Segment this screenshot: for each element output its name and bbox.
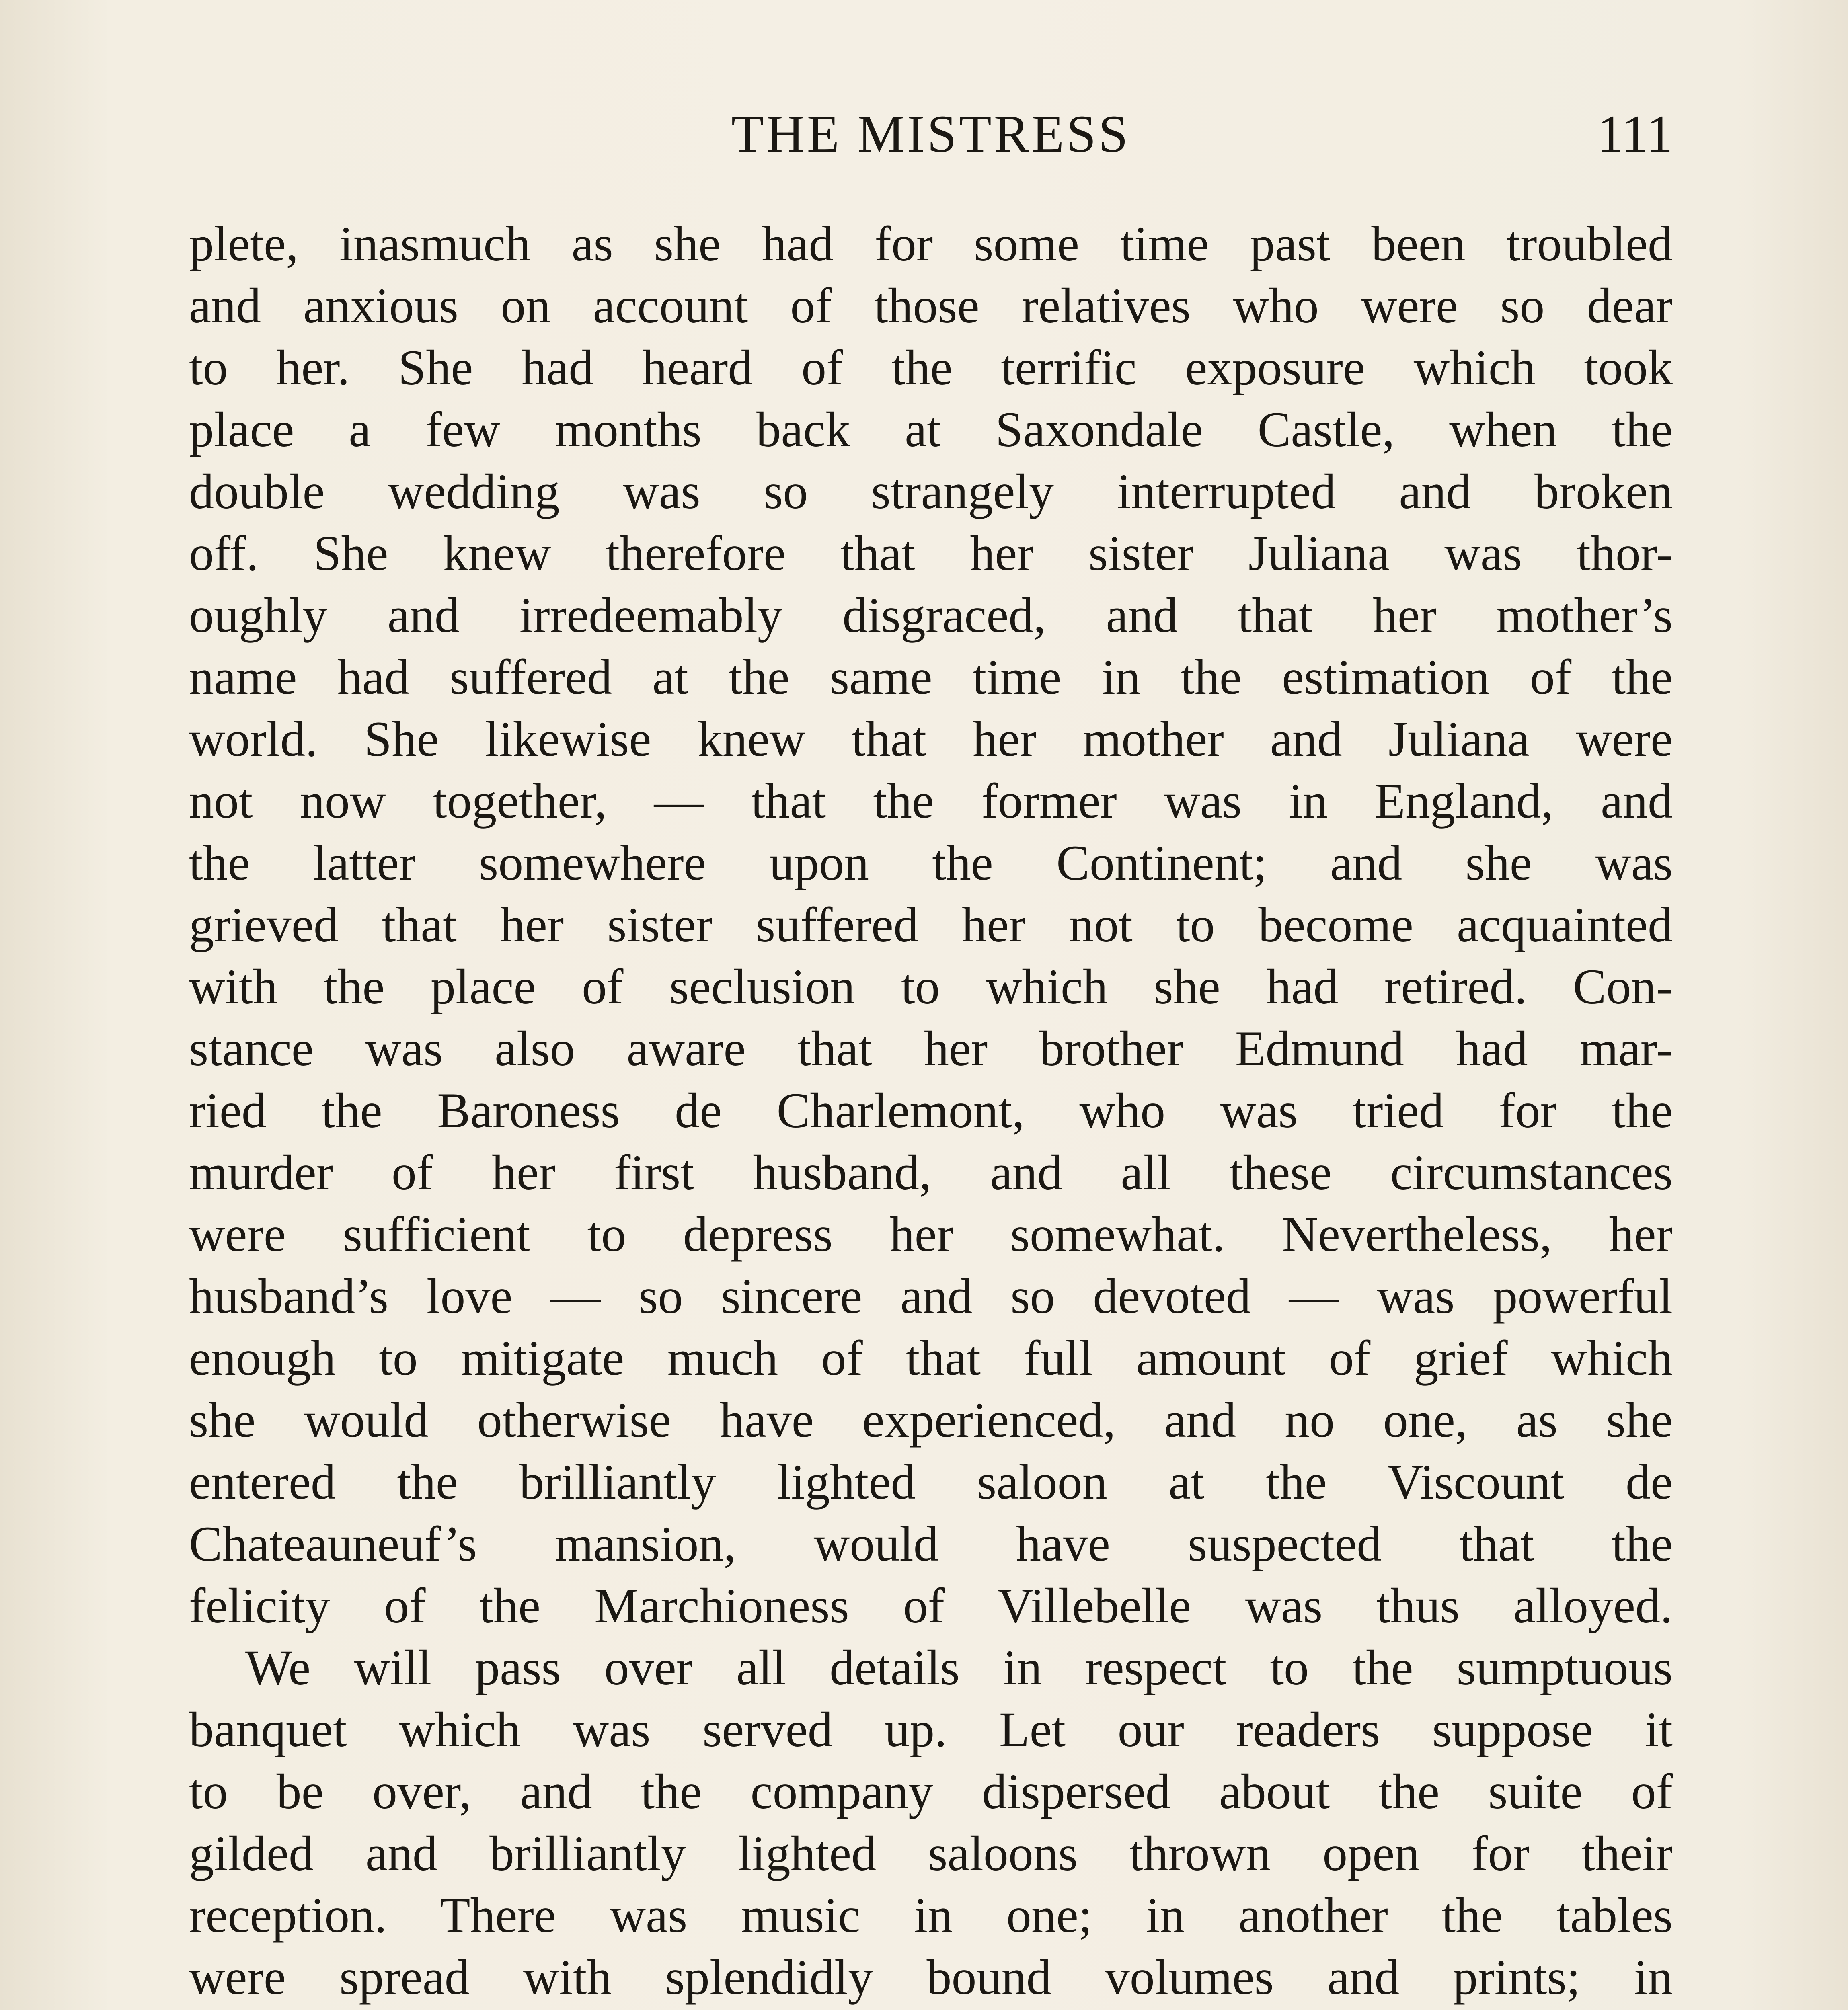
text-line: to be over, and the company dispersed about the suite of (189, 1764, 1673, 1819)
text-line: off. She knew therefore that her sister Juliana was thor- (189, 526, 1673, 581)
body-text (189, 213, 1673, 2010)
text-line: she would otherwise have experienced, and no one, as she (189, 1393, 1673, 1448)
text-line: enough to mitigate much of that full amount of grief which (189, 1331, 1673, 1386)
page-number: 111 (1597, 104, 1673, 163)
text-line: husband’s love — so sincere and so devoted — was powerful (189, 1269, 1673, 1324)
text-line: the latter somewhere upon the Continent; and she was (189, 835, 1673, 890)
text-line: Chateauneuf’s mansion, would have suspected that the (189, 1516, 1673, 1571)
text-line: reception. There was music in one; in another the tables (189, 1888, 1673, 1943)
running-header (189, 104, 1673, 164)
text-line: plete, inasmuch as she had for some time past been troubled (189, 216, 1673, 271)
text-line: double wedding was so strangely interrupted and broken (189, 464, 1673, 519)
text-line: were spread with splendidly bound volumes and prints; in (189, 1950, 1673, 2005)
text-line: oughly and irredeemably disgraced, and that her mother’s (189, 588, 1673, 643)
text-line: were sufficient to depress her somewhat. Nevertheless, her (189, 1207, 1673, 1262)
text-line: with the place of seclusion to which she had retired. Con- (189, 959, 1673, 1014)
text-line: stance was also aware that her brother Edmund had mar- (189, 1021, 1673, 1076)
text-line: not now together, — that the former was in England, and (189, 773, 1673, 829)
text-line: gilded and brilliantly lighted saloons thrown open for their (189, 1826, 1673, 1881)
text-line: world. She likewise knew that her mother and Juliana were (189, 712, 1673, 767)
running-title: THE MISTRESS (731, 104, 1131, 163)
text-line: banquet which was served up. Let our readers suppose it (189, 1702, 1673, 1757)
text-line: to her. She had heard of the terrific exposure which took (189, 340, 1673, 395)
text-line: and anxious on account of those relatives who were so dear (189, 278, 1673, 333)
text-line: grieved that her sister suffered her not to become acquainted (189, 897, 1673, 952)
text-line: place a few months back at Saxondale Castle, when the (189, 402, 1673, 457)
text-line: murder of her first husband, and all these circumstances (189, 1145, 1673, 1200)
text-line: felicity of the Marchioness of Villebelle was thus alloyed. (189, 1578, 1673, 1633)
text-line: entered the brilliantly lighted saloon at the Viscount de (189, 1454, 1673, 1510)
paragraph-start-line: We will pass over all details in respect to the sumptuous (245, 1640, 1673, 1695)
text-line (189, 2008, 1673, 2010)
text-line: name had suffered at the same time in the estimation of the (189, 650, 1673, 705)
text-line: ried the Baroness de Charlemont, who was tried for the (189, 1083, 1673, 1138)
